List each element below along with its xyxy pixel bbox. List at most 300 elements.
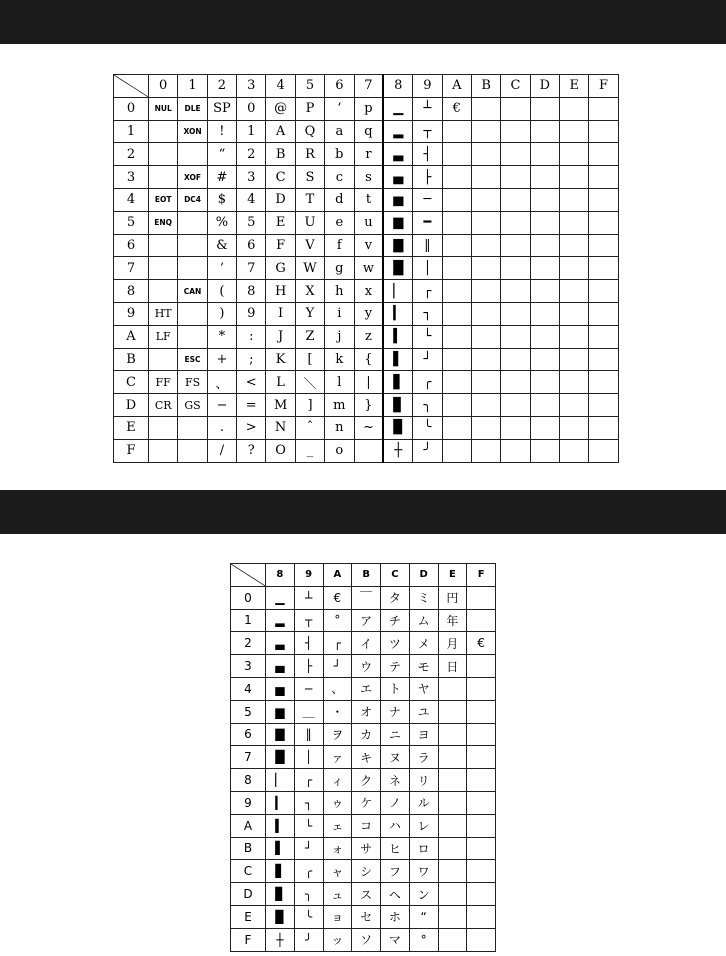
char-cell: − [207,394,236,417]
char-cell: ャ [323,860,352,883]
char-cell [442,143,471,166]
char-cell: [ [295,348,324,371]
char-cell: │ [413,257,442,280]
char-cell: ┼ [383,439,412,462]
row-header: F [231,928,266,951]
char-cell [471,257,500,280]
char-cell: 1 [237,120,266,143]
char-cell: HT [149,302,178,325]
char-cell: * [207,325,236,348]
char-cell: ° [323,609,352,632]
section-header-bar-2 [0,490,726,534]
char-cell [178,302,207,325]
char-cell [560,371,589,394]
char-cell [442,166,471,189]
char-cell [178,211,207,234]
char-cell: イ [352,632,381,655]
char-cell [501,280,530,303]
col-header: 7 [354,75,383,98]
char-cell [471,348,500,371]
table-row [231,860,496,883]
char-cell: ・ [323,700,352,723]
row-header: F [114,439,149,462]
char-cell: ‖ [413,234,442,257]
row-header: 2 [114,143,149,166]
char-cell [589,302,618,325]
char-cell: 、 [323,677,352,700]
char-cell: エ [352,677,381,700]
char-cell: i [325,302,354,325]
char-cell: 5 [237,211,266,234]
char-cell [467,905,496,928]
char-cell: ╯ [413,439,442,462]
char-cell: O [266,439,295,462]
table-row [114,257,619,280]
char-cell [560,120,589,143]
char-cell: ッ [323,928,352,951]
char-cell: ス [352,883,381,906]
char-cell: 9 [237,302,266,325]
char-cell [442,120,471,143]
table-row [114,166,619,189]
char-cell [471,280,500,303]
col-header: 3 [237,75,266,98]
row-header: A [114,325,149,348]
row-header: 2 [231,632,266,655]
char-cell: NUL [149,97,178,120]
char-cell [467,814,496,837]
char-cell: # [207,166,236,189]
char-cell: c [325,166,354,189]
char-cell: u [354,211,383,234]
char-cell [530,211,559,234]
row-header: 7 [231,746,266,769]
char-cell: リ [409,769,438,792]
char-cell: a [325,120,354,143]
char-cell: ▉ [266,905,295,928]
char-cell: g [325,257,354,280]
char-cell: ワ [409,860,438,883]
char-cell [530,439,559,462]
char-cell: ENQ [149,211,178,234]
char-cell: │ [294,746,323,769]
char-cell: q [354,120,383,143]
col-header: D [409,564,438,587]
table-row [114,188,619,211]
char-cell: █ [266,746,295,769]
char-cell: メ [409,632,438,655]
char-cell [501,325,530,348]
char-cell [530,416,559,439]
char-cell [178,234,207,257]
table-row [231,700,496,723]
char-cell: ユ [409,700,438,723]
row-header: E [114,416,149,439]
char-cell [149,416,178,439]
char-cell: ゥ [323,791,352,814]
char-cell: ┘ [323,655,352,678]
char-cell: ア [352,609,381,632]
row-header: E [231,905,266,928]
char-cell [560,348,589,371]
char-cell: 円 [438,586,467,609]
char-cell [471,166,500,189]
char-cell: └ [413,325,442,348]
char-cell: h [325,280,354,303]
char-cell: x [354,280,383,303]
row-header: C [231,860,266,883]
char-cell [530,120,559,143]
char-cell: ネ [381,769,410,792]
col-header: A [323,564,352,587]
char-cell: B [266,143,295,166]
char-cell [442,280,471,303]
char-cell [530,97,559,120]
char-cell: ル [409,791,438,814]
row-header: 8 [114,280,149,303]
char-cell [560,166,589,189]
col-header: B [352,564,381,587]
char-cell [438,814,467,837]
row-header: 4 [231,677,266,700]
table-row [231,586,496,609]
col-header: 8 [266,564,295,587]
char-cell [501,143,530,166]
corner-cell [231,564,266,587]
col-header: E [560,75,589,98]
char-cell: ▂ [266,609,295,632]
char-cell: ▇ [266,723,295,746]
char-cell: ヘ [381,883,410,906]
char-cell: ▇ [383,234,412,257]
char-cell [501,188,530,211]
char-cell: ▏ [266,769,295,792]
char-cell [149,257,178,280]
char-cell [442,211,471,234]
char-cell: ~ [354,416,383,439]
char-cell: ; [237,348,266,371]
char-cell [438,905,467,928]
char-cell: L [266,371,295,394]
char-cell: R [295,143,324,166]
char-cell: ┴ [413,97,442,120]
char-cell [467,791,496,814]
char-cell [530,371,559,394]
table-row [114,348,619,371]
char-cell [589,416,618,439]
char-cell: < [237,371,266,394]
char-cell [560,325,589,348]
char-cell: N [266,416,295,439]
table-row [231,655,496,678]
char-cell: I [266,302,295,325]
char-cell [589,97,618,120]
char-cell: ョ [323,905,352,928]
char-cell [501,97,530,120]
char-cell: z [354,325,383,348]
char-cell: ォ [323,837,352,860]
char-cell: テ [381,655,410,678]
char-cell [467,655,496,678]
char-cell [471,143,500,166]
table-row [114,302,619,325]
row-header: 9 [231,791,266,814]
char-cell: ハ [381,814,410,837]
row-header: 7 [114,257,149,280]
char-cell: ╮ [413,394,442,417]
char-cell [501,394,530,417]
char-cell: ESC [178,348,207,371]
row-header: 3 [114,166,149,189]
char-cell: P [295,97,324,120]
char-cell [467,723,496,746]
col-header: E [438,564,467,587]
char-cell: ├ [294,655,323,678]
char-cell: C [266,166,295,189]
col-header: 9 [294,564,323,587]
char-cell: ┤ [413,143,442,166]
char-cell: d [325,188,354,211]
row-header: D [114,394,149,417]
char-cell: Q [295,120,324,143]
char-cell: オ [352,700,381,723]
table-row [231,837,496,860]
char-cell [149,234,178,257]
char-cell: ィ [323,769,352,792]
char-cell: ▍ [383,325,412,348]
char-cell: ┬ [294,609,323,632]
table-row [114,234,619,257]
char-cell: / [207,439,236,462]
char-cell: ┴ [294,586,323,609]
char-cell: ┌ [413,280,442,303]
char-cell: ク [352,769,381,792]
char-cell [560,302,589,325]
char-cell: 4 [237,188,266,211]
char-cell [589,234,618,257]
char-cell: “ [409,905,438,928]
char-cell: LF [149,325,178,348]
char-cell: V [295,234,324,257]
char-cell [560,416,589,439]
char-cell: > [237,416,266,439]
row-header: 0 [231,586,266,609]
char-cell [530,394,559,417]
char-cell: ▂ [383,120,412,143]
char-cell: ? [237,439,266,462]
char-cell: € [323,586,352,609]
table-row [114,97,619,120]
col-header: 5 [295,75,324,98]
char-cell: Z [295,325,324,348]
char-cell: ▎ [266,791,295,814]
char-cell [149,348,178,371]
table-row [114,416,619,439]
char-cell: s [354,166,383,189]
char-cell [501,120,530,143]
char-cell [467,928,496,951]
table-row [231,791,496,814]
char-cell [560,97,589,120]
char-cell: ェ [323,814,352,837]
char-cell: w [354,257,383,280]
char-cell [501,211,530,234]
char-cell: ヒ [381,837,410,860]
char-cell: サ [352,837,381,860]
char-cell: $ [207,188,236,211]
char-cell [589,348,618,371]
char-cell: ツ [381,632,410,655]
char-cell [438,746,467,769]
char-cell [589,211,618,234]
char-cell [438,723,467,746]
char-cell [471,211,500,234]
char-cell: b [325,143,354,166]
char-cell: ロ [409,837,438,860]
char-cell: 8 [237,280,266,303]
char-cell [467,883,496,906]
char-cell [589,143,618,166]
row-header: 9 [114,302,149,325]
char-cell [442,302,471,325]
row-header: B [114,348,149,371]
char-cell: モ [409,655,438,678]
char-cell: _ [295,439,324,462]
char-cell: DLE [178,97,207,120]
char-cell: FF [149,371,178,394]
char-cell [501,257,530,280]
char-cell [501,416,530,439]
col-header: 0 [149,75,178,98]
char-cell [438,769,467,792]
char-cell: ▃ [383,143,412,166]
char-cell [589,257,618,280]
char-cell: ╯ [294,928,323,951]
table-row [114,280,619,303]
char-cell: ━ [413,211,442,234]
char-cell: ▎ [383,302,412,325]
char-cell: ＼ [295,371,324,394]
char-cell: ホ [381,905,410,928]
char-cell [149,439,178,462]
char-cell: XOF [178,166,207,189]
char-cell: ヌ [381,746,410,769]
col-header: D [530,75,559,98]
char-cell [560,143,589,166]
char-cell [438,837,467,860]
char-cell: 6 [237,234,266,257]
char-cell [530,257,559,280]
character-code-table-2 [230,563,496,952]
char-cell [178,257,207,280]
char-cell [471,394,500,417]
row-header: 1 [114,120,149,143]
char-cell: ヨ [409,723,438,746]
char-cell [560,188,589,211]
char-cell: 月 [438,632,467,655]
table-row [231,905,496,928]
char-cell: o [325,439,354,462]
char-cell: ケ [352,791,381,814]
table-row [231,883,496,906]
char-cell [589,325,618,348]
row-header: 4 [114,188,149,211]
char-cell [149,143,178,166]
row-header: B [231,837,266,860]
char-cell: ┘ [413,348,442,371]
char-cell [530,166,559,189]
corner-cell [114,75,149,98]
char-cell [589,280,618,303]
char-cell: ソ [352,928,381,951]
char-cell: & [207,234,236,257]
char-cell [178,143,207,166]
char-cell: ウ [352,655,381,678]
char-cell [560,439,589,462]
char-cell: ▆ [266,700,295,723]
char-cell [438,860,467,883]
char-cell: DC4 [178,188,207,211]
col-header: 9 [413,75,442,98]
char-cell: ▋ [266,860,295,883]
table-row [231,769,496,792]
char-cell [178,416,207,439]
char-cell [149,120,178,143]
char-cell: y [354,302,383,325]
char-cell [560,211,589,234]
char-cell: : [237,325,266,348]
char-cell [438,928,467,951]
row-header: 6 [231,723,266,746]
char-cell: └ [294,814,323,837]
char-cell: M [266,394,295,417]
char-cell [589,188,618,211]
char-cell: 7 [237,257,266,280]
char-cell: ▃ [266,632,295,655]
char-cell: CAN [178,280,207,303]
col-header: 1 [178,75,207,98]
char-cell: ミ [409,586,438,609]
char-cell [471,120,500,143]
char-cell [467,860,496,883]
char-cell [467,746,496,769]
table-header-row [231,564,496,587]
char-cell: G [266,257,295,280]
char-cell [501,439,530,462]
char-cell: ├ [413,166,442,189]
char-cell [442,394,471,417]
char-cell [589,120,618,143]
character-code-table-1 [113,74,619,463]
col-header: C [501,75,530,98]
char-cell: キ [352,746,381,769]
char-cell: S [295,166,324,189]
table-row [231,814,496,837]
char-cell: ° [409,928,438,951]
col-header: 2 [207,75,236,98]
char-cell: ┌ [323,632,352,655]
col-header: F [589,75,618,98]
char-cell: ＿ [294,700,323,723]
char-cell [149,280,178,303]
table-row [231,723,496,746]
char-cell: ァ [323,746,352,769]
section-header-bar-1 [0,0,726,44]
char-cell [442,188,471,211]
col-header: A [442,75,471,98]
char-cell [471,97,500,120]
char-cell: ン [409,883,438,906]
